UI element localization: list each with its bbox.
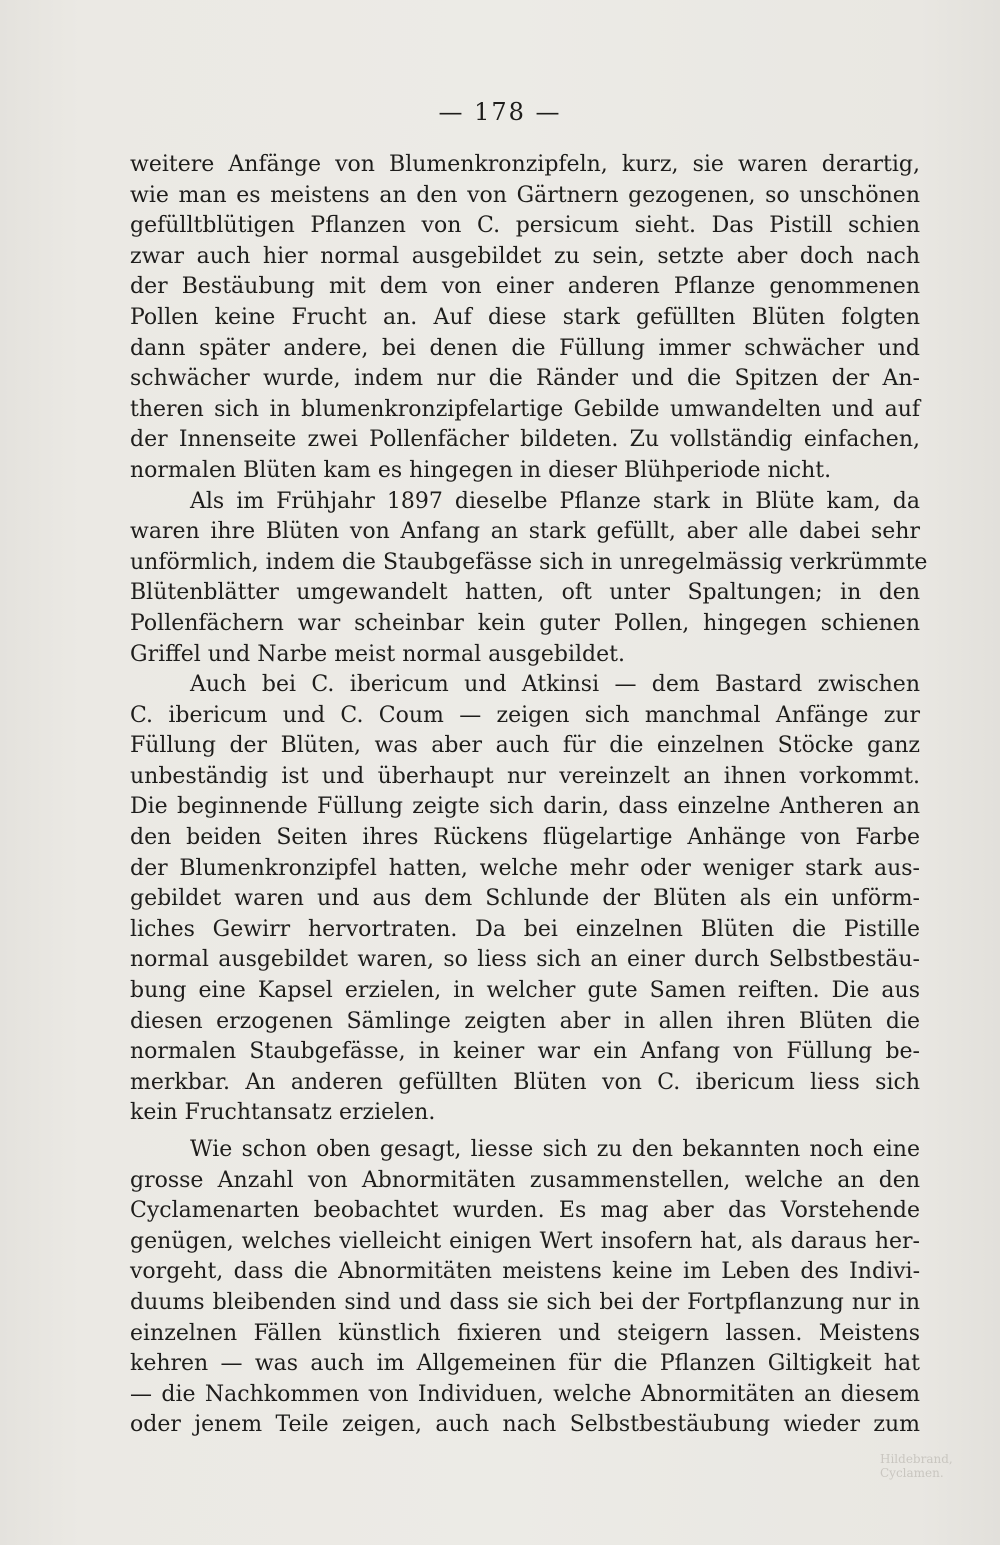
text-line: bung eine Kapsel erzielen, in welcher gute Samen reiften. Die aus xyxy=(130,978,920,1004)
text-line: Pollenfächern war scheinbar kein guter Pollen, hingegen schienen xyxy=(130,610,920,636)
text-line: den beiden Seiten ihres Rückens flügelartige Anhänge von Farbe xyxy=(130,825,920,851)
text-line: gebildet waren und aus dem Schlunde der Blüten als ein unförm- xyxy=(130,886,920,912)
text-line: C. ibericum und C. Coum — zeigen sich manchmal Anfänge zur xyxy=(130,702,920,728)
text-line: weitere Anfänge von Blumenkronzipfeln, kurz, sie waren derartig, xyxy=(130,152,920,177)
text-line: duums bleibenden sind und dass sie sich bei der Fortpflanzung nur in xyxy=(130,1289,920,1315)
text-line: Blütenblätter umgewandelt hatten, oft unter Spaltungen; in den xyxy=(130,580,920,606)
text-line: unförmlich, indem die Staubgefässe sich in unregelmässig verkrümmte xyxy=(130,549,928,575)
text-line: genügen, welches vielleicht einigen Wert insofern hat, als daraus her- xyxy=(130,1228,920,1254)
text-line: normal ausgebildet waren, so liess sich an einer durch Selbstbestäu- xyxy=(130,947,920,973)
text-line: — die Nachkommen von Individuen, welche Abnormitäten an diesem xyxy=(130,1381,920,1407)
text-line: normalen Blüten kam es hingegen in dieser Blühperiode nicht. xyxy=(130,457,832,483)
text-line: der Blumenkronzipfel hatten, welche mehr oder weniger stark aus- xyxy=(130,855,920,881)
paragraph-start-line: Auch bei C. ibericum und Atkinsi — dem Bastard zwischen xyxy=(190,672,920,698)
text-line: diesen erzogenen Sämlinge zeigten aber in allen ihren Blüten die xyxy=(130,1008,920,1034)
text-line: kein Fruchtansatz erzielen. xyxy=(130,1100,436,1126)
text-line: der Bestäubung mit dem von einer anderen Pflanze genommenen xyxy=(130,274,920,300)
text-line: waren ihre Blüten von Anfang an stark gefüllt, aber alle dabei sehr xyxy=(130,519,920,545)
text-line: kehren — was auch im Allgemeinen für die Pflanzen Giltigkeit hat xyxy=(130,1351,920,1377)
text-line: Pollen keine Frucht an. Auf diese stark gefüllten Blüten folgten xyxy=(130,304,920,330)
text-line: grosse Anzahl von Abnormitäten zusammenstellen, welche an den xyxy=(130,1167,920,1193)
text-line: einzelnen Fällen künstlich fixieren und steigern lassen. Meistens xyxy=(130,1320,920,1346)
text-line: der Innenseite zwei Pollenfächer bildeten. Zu vollständig einfachen, xyxy=(130,427,920,453)
text-line: zwar auch hier normal ausgebildet zu sein, setzte aber doch nach xyxy=(130,243,920,269)
text-line: theren sich in blumenkronzipfelartige Gebilde umwandelten und auf xyxy=(130,396,920,422)
paragraph-start-line: Als im Frühjahr 1897 dieselbe Pflanze stark in Blüte kam, da xyxy=(190,488,920,514)
text-line: unbeständig ist und überhaupt nur vereinzelt an ihnen vorkommt. xyxy=(130,763,920,789)
text-line: schwächer wurde, indem nur die Ränder und die Spitzen der An- xyxy=(130,366,920,392)
text-line: wie man es meistens an den von Gärtnern gezogenen, so unschönen xyxy=(130,182,920,208)
text-line: Cyclamenarten beobachtet wurden. Es mag aber das Vorstehende xyxy=(130,1198,920,1224)
body-text xyxy=(130,150,928,1441)
text-line: Die beginnende Füllung zeigte sich darin, dass einzelne Antheren an xyxy=(130,794,920,820)
text-line: normalen Staubgefässe, in keiner war ein Anfang von Füllung be- xyxy=(130,1039,920,1065)
page-number: — 178 — xyxy=(438,98,562,126)
text-line: merkbar. An anderen gefüllten Blüten von C. ibericum liess sich xyxy=(130,1069,920,1095)
text-line: liches Gewirr hervortraten. Da bei einzelnen Blüten die Pistille xyxy=(130,916,920,942)
text-line: Griffel und Narbe meist normal ausgebildet. xyxy=(130,641,625,667)
paragraph-start-line: Wie schon oben gesagt, liesse sich zu den bekannten noch eine xyxy=(190,1137,920,1162)
text-line: dann später andere, bei denen die Füllung immer schwächer und xyxy=(130,335,920,361)
text-line: gefülltblütigen Pflanzen von C. persicum sieht. Das Pistill schien xyxy=(130,213,920,239)
text-line: Füllung der Blüten, was aber auch für die einzelnen Stöcke ganz xyxy=(130,733,920,759)
text-line: vorgeht, dass die Abnormitäten meistens keine im Leben des Indivi- xyxy=(130,1259,920,1285)
text-line: oder jenem Teile zeigen, auch nach Selbstbestäubung wieder zum xyxy=(130,1412,920,1438)
bleed-through-text: Hildebrand, Cyclamen. xyxy=(880,1452,953,1480)
